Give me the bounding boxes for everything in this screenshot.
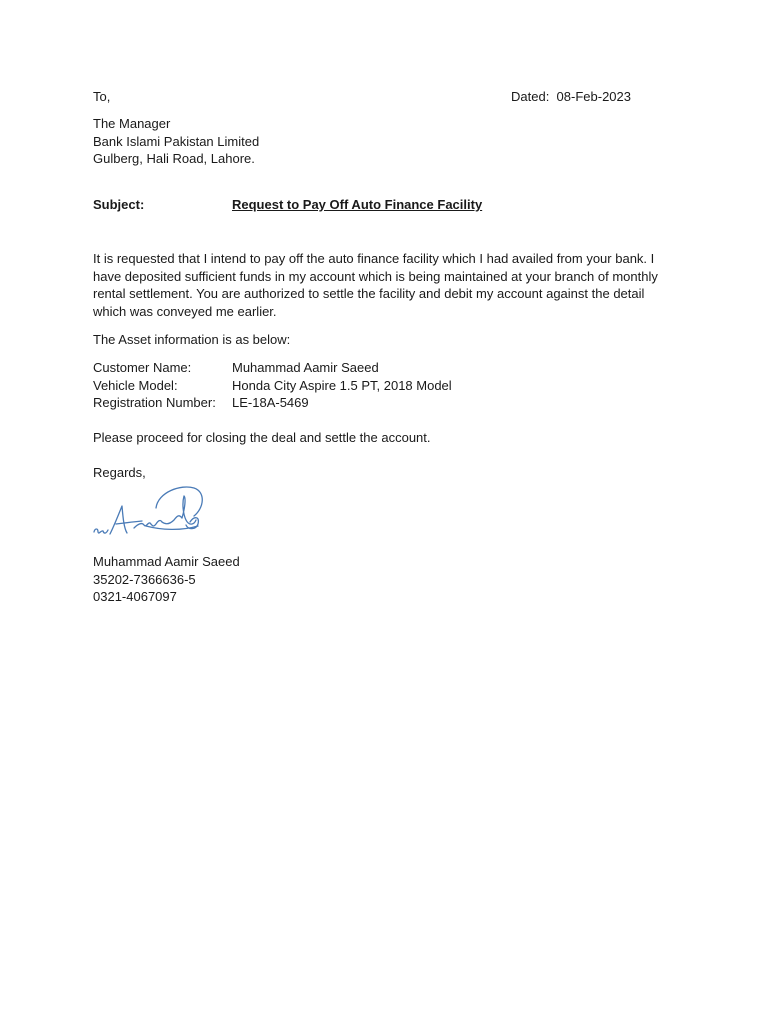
date-value: 08-Feb-2023 xyxy=(556,89,631,104)
subject-text: Request to Pay Off Auto Finance Facility xyxy=(232,197,483,212)
recipient-line-3: Gulberg, Hali Road, Lahore. xyxy=(93,151,255,166)
subject-label: Subject: xyxy=(93,197,145,212)
customer-name-label: Customer Name: xyxy=(93,360,192,375)
vehicle-model-label: Vehicle Model: xyxy=(93,378,178,393)
signature-icon xyxy=(86,478,236,556)
closing-line: Please proceed for closing the deal and settle the account. xyxy=(93,430,431,445)
recipient-line-2: Bank Islami Pakistan Limited xyxy=(93,133,260,149)
body-paragraph xyxy=(93,250,675,320)
vehicle-model-value: Honda City Aspire 1.5 PT, 2018 Model xyxy=(232,378,452,393)
body-line-4: which was conveyed me earlier. xyxy=(93,303,277,319)
date-line xyxy=(511,88,631,106)
date-label: Dated: xyxy=(511,89,550,104)
signature-image xyxy=(86,478,236,556)
body-line-3: rental settlement. You are authorized to settle the facility and debit my account against the detail xyxy=(93,286,645,301)
body-line-1: It is requested that I intend to pay off the auto finance facility which I had availed from your bank. I xyxy=(93,251,655,266)
salutation-to: To, xyxy=(93,89,111,104)
asset-intro: The Asset information is as below: xyxy=(93,332,291,347)
signer-cnic: 35202-7366636-5 xyxy=(93,571,196,587)
body-line-2: have deposited sufficient funds in my account which is being maintained at your branch of monthly xyxy=(93,268,658,284)
registration-value: LE-18A-5469 xyxy=(232,395,309,410)
customer-name-value: Muhammad Aamir Saeed xyxy=(232,360,379,375)
signer-phone: 0321-4067097 xyxy=(93,589,177,604)
recipient-line-1: The Manager xyxy=(93,116,171,131)
signer-name: Muhammad Aamir Saeed xyxy=(93,554,240,569)
registration-label: Registration Number: xyxy=(93,395,216,410)
regards: Regards, xyxy=(93,465,146,480)
